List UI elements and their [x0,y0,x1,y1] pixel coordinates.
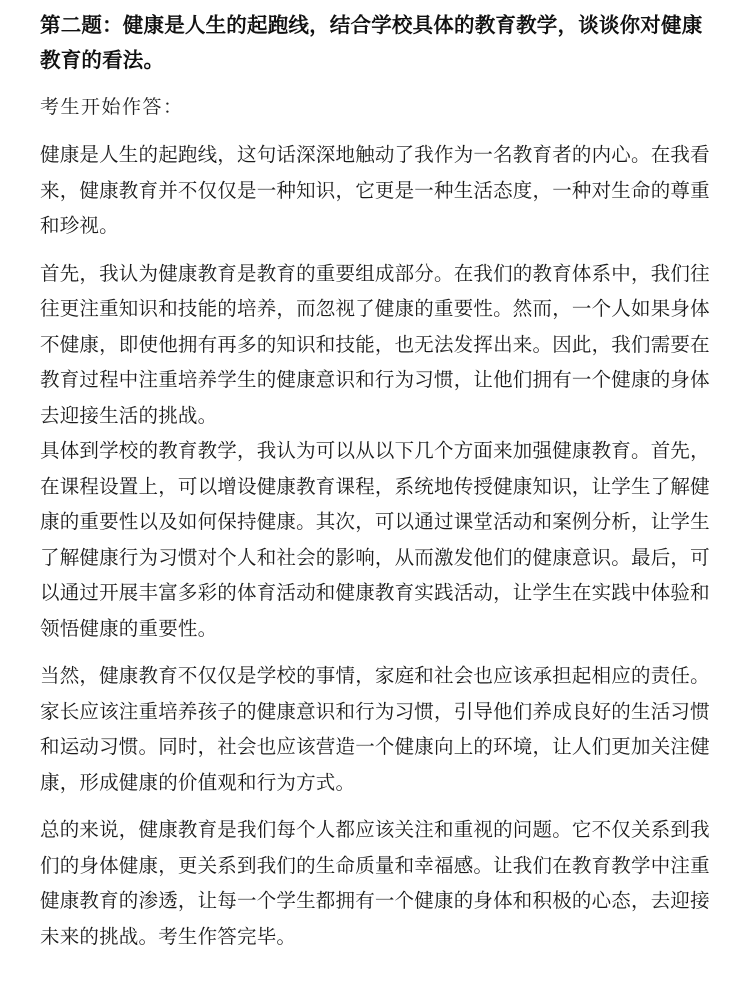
answer-paragraph-2: 首先，我认为健康教育是教育的重要组成部分。在我们的教育体系中，我们往往更注重知识和技能的培养，而忽视了健康的重要性。然而，一个人如果身体不健康，即使他拥有再多的知识和技能，也无法发挥出来。因此，我们需要在教育过程中注重培养学生的健康意识和行为习惯，让他们拥有一个健康的身体去迎接生活的挑战。 [40,261,710,427]
question-heading: 第二题：健康是人生的起跑线，结合学校具体的教育教学，谈谈你对健康教育的看法。 [40,13,703,72]
answer-paragraph-1: 健康是人生的起跑线，这句话深深地触动了我作为一名教育者的内心。在我看来，健康教育并不仅仅是一种知识，它更是一种生活态度，一种对生命的尊重和珍视。 [40,143,710,237]
answer-paragraph-4: 当然，健康教育不仅仅是学校的事情，家庭和社会也应该承担起相应的责任。家长应该注重培养孩子的健康意识和行为习惯，引导他们养成良好的生活习惯和运动习惯。同时，社会也应该营造一个健康向上的环境，让人们更加关注健康，形成健康的价值观和行为方式。 [40,664,710,794]
answer-paragraph-5: 总的来说，健康教育是我们每个人都应该关注和重视的问题。它不仅关系到我们的身体健康，更关系到我们的生命质量和幸福感。让我们在教育教学中注重健康教育的渗透，让每一个学生都拥有一个健康的身体和积极的心态，去迎接未来的挑战。考生作答完毕。 [40,818,710,948]
answer-paragraph-3: 具体到学校的教育教学，我认为可以从以下几个方面来加强健康教育。首先，在课程设置上，可以增设健康教育课程，系统地传授健康知识，让学生了解健康的重要性以及如何保持健康。其次，可以通过课堂活动和案例分析，让学生了解健康行为习惯对个人和社会的影响，从而激发他们的健康意识。最后，可以通过开展丰富多彩的体育活动和健康教育实践活动，让学生在实践中体验和领悟健康的重要性。 [40,439,710,640]
answer-intro: 考生开始作答： [40,96,184,118]
